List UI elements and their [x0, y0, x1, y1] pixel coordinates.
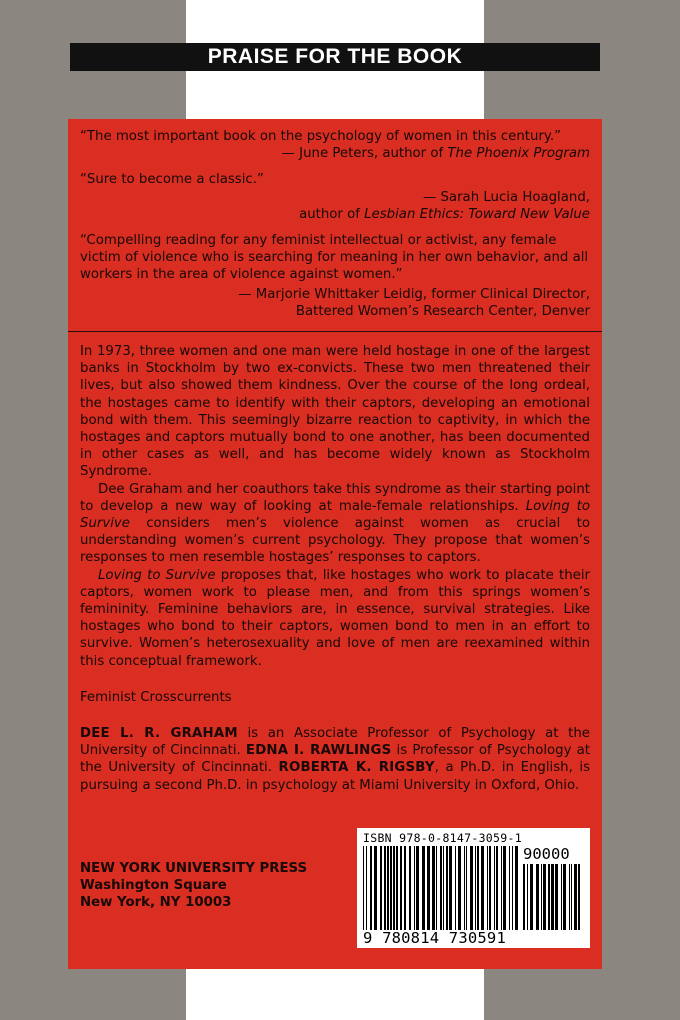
- barcode-bar: [481, 846, 484, 930]
- book-description: [80, 343, 590, 670]
- barcode-bar: [578, 864, 580, 930]
- barcode-bar: [416, 846, 419, 930]
- description-paragraph: Dee Graham and her coauthors take this syndrome as their starting point to develop a new way of looking at male-female relationships. Loving to Survive considers men’s violence against women as crucial to understanding women’s current psychology. They propose that women’s responses to men resemble hostages’ responses to captors.: [80, 481, 590, 566]
- barcode-bar: [455, 846, 456, 930]
- barcode-bar: [571, 864, 572, 930]
- isbn-barcode: [357, 828, 590, 948]
- barcode-bar: [530, 864, 533, 930]
- barcode-bar: [374, 846, 377, 930]
- quote-attribution: author of Lesbian Ethics: Toward New Value: [299, 206, 590, 222]
- barcode-bar: [470, 846, 473, 930]
- barcode-bar: [489, 846, 491, 930]
- quote-attribution: — June Peters, author of The Phoenix Program: [281, 146, 590, 162]
- barcode-bar: [541, 864, 542, 930]
- barcode-bar: [363, 846, 364, 930]
- price-code: 90000: [523, 845, 570, 863]
- barcode-bar: [458, 846, 461, 930]
- author-name: ROBERTA K. RIGSBY: [278, 760, 435, 776]
- ean-digits: 9 780814 730591: [363, 929, 506, 947]
- publisher-city: New York, NY 10003: [80, 895, 232, 910]
- description-paragraph: Loving to Survive proposes that, like hostages who work to placate their captors, women work to please men, and from this springs women’s femininity. Feminine behaviors are, in essence, survival strategies. Like hostages who bond to their captors, women bond to men in an effort to survive. Women’s heterosexuality and love of men are reexamined within this conceptual framework.: [80, 567, 590, 669]
- barcode-bars-addon: [523, 864, 581, 930]
- barcode-bars-main: [363, 846, 519, 930]
- barcode-bar: [523, 864, 525, 930]
- author-name: EDNA I. RAWLINGS: [245, 743, 392, 759]
- barcode-bar: [409, 846, 411, 930]
- barcode-bar: [380, 846, 382, 930]
- barcode-bar: [440, 846, 442, 930]
- barcode-bar: [527, 864, 528, 930]
- praise-header: PRAISE FOR THE BOOK: [70, 43, 600, 71]
- barcode-bar: [370, 846, 372, 930]
- barcode-bar: [536, 864, 539, 930]
- barcode-bar: [475, 846, 476, 930]
- quote-text: “The most important book on the psychology of women in this century.”: [80, 129, 561, 144]
- author-bios: DEE L. R. GRAHAM is an Associate Professor of Psychology at the University of Cincinnati. EDNA I. RAWLINGS is Professor of Psychology at the University of Cincinnati. ROBERTA K. RIGSBY, a Ph.D. in English, is pursuing a second Ph.D. in psychology at Miami University in Oxford, Ohio.: [80, 726, 590, 793]
- quote-attribution: — Sarah Lucia Hoagland,: [422, 189, 590, 205]
- description-paragraph: In 1973, three women and one man were held hostage in one of the largest banks in Stockholm by two ex-convicts. These two men threatened their lives, but also showed them kindness. Over the course of the long ordeal, the hostages came to identify with their captors, developing an emotional bond with them. This seemingly bizarre reaction to captivity, in which the hostages and captors mutually bond to one another, has been documented in other cases as well, and has become widely known as Stockholm Syndrome.: [80, 344, 590, 480]
- barcode-bar: [574, 864, 577, 930]
- quote-text: “Compelling reading for any feminist intellectual or activist, any female victim of violence who is searching for meaning in her own behavior, and all workers in the area of violence against women.”: [80, 233, 589, 283]
- quote-attribution: Battered Women’s Research Center, Denver: [295, 303, 590, 319]
- barcode-bar: [561, 864, 562, 930]
- barcode-bar: [422, 846, 425, 930]
- barcode-bar: [443, 846, 444, 930]
- barcode-bar: [515, 846, 518, 930]
- barcode-bar: [512, 846, 513, 930]
- barcode-bar: [436, 846, 437, 930]
- barcode-bar: [404, 846, 406, 930]
- barcode-bar: [393, 846, 395, 930]
- barcode-bar: [446, 846, 448, 930]
- barcode-bar: [466, 846, 467, 930]
- barcode-bar: [503, 846, 506, 930]
- barcode-bar: [543, 864, 546, 930]
- publisher-block: [80, 860, 307, 911]
- barcode-bar: [387, 846, 389, 930]
- back-cover-panel: [68, 119, 602, 969]
- barcode-bar: [427, 846, 430, 930]
- isbn-label: ISBN 978-0-8147-3059-1: [363, 831, 522, 845]
- barcode-bar: [400, 846, 402, 930]
- divider-rule: [68, 331, 602, 332]
- barcode-bar: [551, 864, 554, 930]
- barcode-bar: [509, 846, 510, 930]
- barcode-bar: [384, 846, 386, 930]
- barcode-bar: [464, 846, 465, 930]
- barcode-bar: [487, 846, 488, 930]
- barcode-bar: [569, 864, 570, 930]
- quote-2: [80, 171, 590, 223]
- quote-3: [80, 232, 590, 320]
- barcode-bar: [390, 846, 392, 930]
- quote-text: “Sure to become a classic.”: [80, 172, 264, 188]
- barcode-bar: [477, 846, 479, 930]
- barcode-bar: [548, 864, 550, 930]
- barcode-bar: [432, 846, 435, 930]
- barcode-bar: [563, 864, 566, 930]
- barcode-bar: [414, 846, 415, 930]
- barcode-bar: [501, 846, 502, 930]
- barcode-bar: [449, 846, 452, 930]
- author-name: DEE L. R. GRAHAM: [80, 726, 238, 741]
- quote-1: [80, 128, 590, 162]
- barcode-bar: [396, 846, 398, 930]
- publisher-name: NEW YORK UNIVERSITY PRESS: [80, 861, 308, 876]
- barcode-bar: [496, 846, 498, 930]
- barcode-bar: [366, 846, 367, 930]
- barcode-bar: [555, 864, 558, 930]
- publisher-address: Washington Square: [80, 878, 227, 893]
- series-name: Feminist Crosscurrents: [80, 690, 232, 705]
- barcode-bar: [494, 846, 495, 930]
- quote-attribution: — Marjorie Whittaker Leidig, former Clinical Director,: [238, 286, 590, 302]
